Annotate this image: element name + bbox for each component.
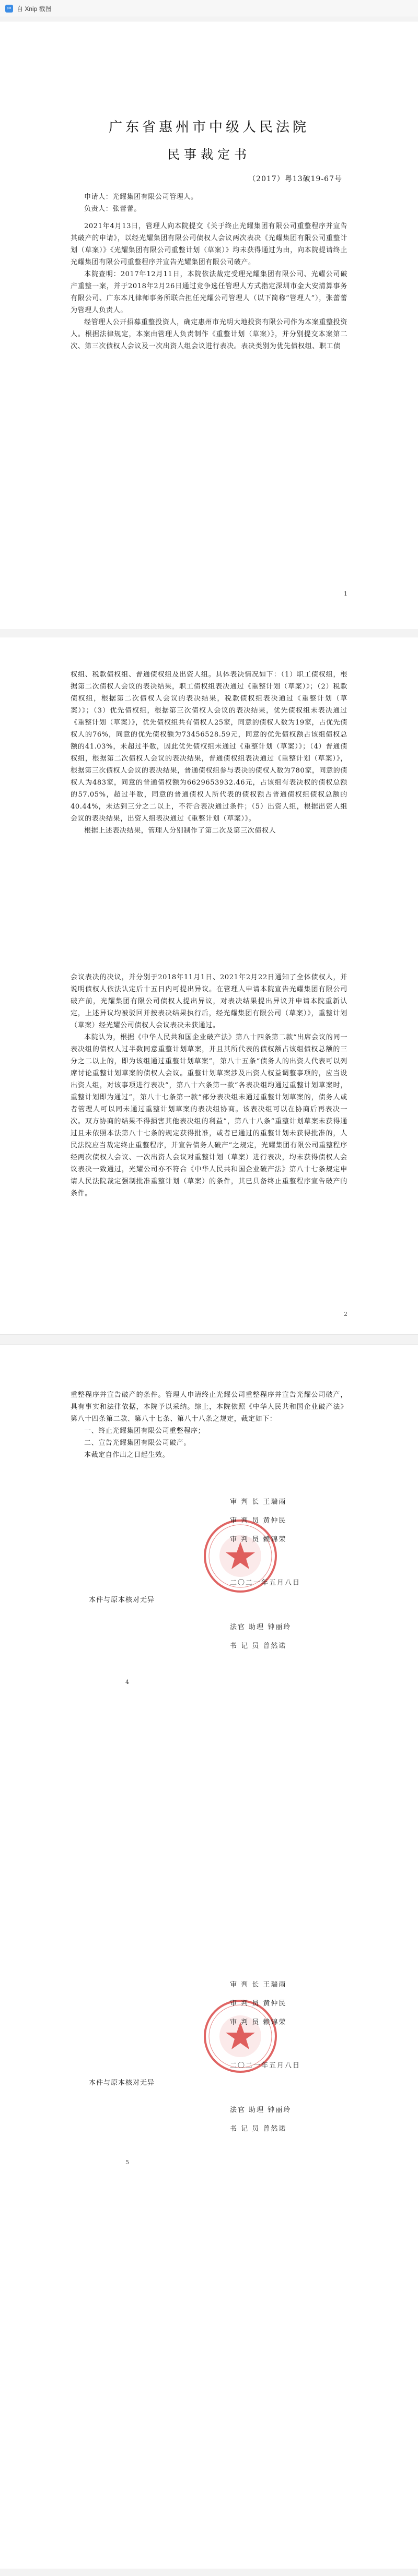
court-name: 广东省惠州市中级人民法院 bbox=[108, 120, 309, 135]
clerk-line: 法官 助理 钟丽玲 bbox=[230, 1623, 292, 1631]
ruling-body bbox=[71, 1389, 347, 1461]
page-number: 2 bbox=[344, 1311, 347, 1317]
judge-line: 审 判 员 黄仲民 bbox=[230, 1517, 287, 1525]
paragraph: 2021年4月13日，管理人向本院提交《关于终止光耀集团有限公司重整程序并宣告其破产的申请》，以经光耀集团有限公司债权人会议两次表决《光耀集团有限公司重整计划（草案）》《光耀集团有限公司重整计划（草案）》均未获得通过为由，向本院提请终止光耀集团有限公司重整程序并宣告光耀集团有限公司破产。 bbox=[71, 222, 347, 266]
ruling-effective: 本裁定自作出之日起生效。 bbox=[84, 1451, 170, 1459]
judge-line: 审 判 员 赖锦荣 bbox=[230, 1536, 287, 1544]
page-number: 5 bbox=[125, 2159, 129, 2166]
document-page-3 bbox=[0, 1344, 418, 2569]
ruling-item-2: 二、宣告光耀集团有限公司破产。 bbox=[84, 1439, 191, 1447]
ruling-date: 二〇二一年五月八日 bbox=[230, 1579, 301, 1587]
clerk-line: 书 记 员 曾然诺 bbox=[230, 1642, 287, 1650]
paragraph: 权组、税款债权组、普通债权组及出资人组。具体表决情况如下：（1）职工债权组，根据第二次债权人会议的表决结果，职工债权组表决通过《重整计划（草案）》；（2）税款债权组，根据第二次债权人会议的表决结果，税款债权组表决通过《重整计划（草案）》；（3）优先债权组，根据第三次债权人会议的表决结果，优先债权组未表决通过《重整计划（草案）》，优先债权组共有债权人25家，同意的债权人数为19家，占优先债权人的76%，同意的优先债权额为73456528.59元，同意的优先债权额占该组债权总额的41.03%，未超过半数，因此优先债权组未通过《重整计划（草案）》；（4）普通债权组，根据第二次债权人会议的表决结果，普通债权组表决通过《重整计划（草案）》，根据第三次债权人会议的表决结果，普通债权组参与表决的债权人数为780家，同意的债权人为483家，同意的普通债权额为6629653932.46元，占该组有表决权的债权总额的57.05%，超过半数，同意的普通债权人所代表的债权额占普通债权组债权总额的40.44%，未达到三分之二以上，不符合表决通过条件；（5）出资人组，根据出资人组会议的表决结果，出资人组表决通过《重整计划（草案）》。 bbox=[71, 671, 347, 823]
paragraph: 经管理人公开招募重整投资人，确定惠州市光明大地投资有限公司作为本案重整投资人。根据法律规定，本案由管理人负责制作《重整计划（草案）》，并分别提交本案第二次、第三次债权人会议及一次出资人组会议进行表决。表决类别为优先债权组、职工债 bbox=[71, 318, 347, 350]
party-representative: 负责人：张蕾蕾。 bbox=[84, 205, 141, 213]
xnip-app-icon: ✂ bbox=[5, 5, 13, 13]
page1-body bbox=[71, 191, 347, 352]
paragraph: 重整程序并宣告破产的条件。管理人申请终止光耀公司重整程序并宣告光耀公司破产，具有事实和法律依据，本院予以采纳。综上，本院依照《中华人民共和国企业破产法》第八十四条第二款、第八十七条、第八十八条之规定，裁定如下： bbox=[71, 1391, 347, 1423]
window-title: 自 Xnip 截图 bbox=[17, 5, 52, 13]
paragraph: 根据上述表决结果，管理人分别制作了第二次及第三次债权人 bbox=[84, 827, 276, 835]
paragraph: 本院查明：2017年12月11日，本院依法裁定受理光耀集团有限公司、光耀公司破产重整一案，并于2018年2月26日通过竞争选任管理人方式指定深圳市金大安清算事务有限公司、广东本凡律师事务所联合担任光耀公司管理人（以下简称“管理人”），张蕾蕾为管理人负责人。 bbox=[71, 270, 347, 314]
judge-line: 审 判 长 王瑞雨 bbox=[230, 1498, 287, 1506]
page-number: 1 bbox=[344, 590, 347, 597]
party-applicant: 申请人：光耀集团有限公司管理人。 bbox=[84, 193, 198, 201]
clerk-line: 法官 助理 钟丽玲 bbox=[230, 2106, 292, 2114]
page2-body-top bbox=[71, 669, 347, 837]
judge-line: 审 判 员 赖锦荣 bbox=[230, 2019, 287, 2026]
window-titlebar bbox=[0, 0, 418, 17]
paragraph: 会议表决的决议，并分别于2018年11月1日、2021年2月22日通知了全体债权人，并说明债权人依法认定后十五日内可提出异议。在管理人申请本院宣告光耀集团有限公司破产前，光耀集团有限公司债权人提出异议，对表决结果提出异议并申请本院重新认定，上述异议均被驳回并按表决结果执行后，经光耀集团有限公司（草案）》，重整计划（草案）经光耀公司债权人会议表决未获通过。 bbox=[71, 974, 347, 1029]
document-page-1 bbox=[0, 21, 418, 630]
paragraph: 本院认为，根据《中华人民共和国企业破产法》第八十四条第二款“出席会议的同一表决组的债权人过半数同意重整计划草案，并且其所代表的债权额占该组债权总额的三分之二以上的，即为该组通过重整计划草案”，第八十五条“债务人的出资人代表可以列席讨论重整计划草案的债权人会议。重整计划草案涉及出资人权益调整事项的，应当设出资人组，对该事项进行表决”，第八十六条第一款“各表决组均通过重整计划草案时，重整计划即为通过”，第八十七条第一款“部分表决组未通过重整计划草案的，债务人或者管理人可以同未通过重整计划草案的表决组协商。该表决组可以在协商后再表决一次。双方协商的结果不得损害其他表决组的利益”，第八十八条“重整计划草案未获得通过且未依照本法第八十七条的规定获得批准，或者已通过的重整计划未获得批准的，人民法院应当裁定终止重整程序，并宣告债务人破产”之规定，光耀集团有限公司重整程序经两次债权人会议、一次出资人会议对重整计划（草案）进行表决，均未获得债权人会议表决一致通过，光耀公司亦不符合《中华人民共和国企业破产法》第八十七条规定申请人民法院裁定强制批准重整计划（草案）的条件，其已具备终止重整程序宣告破产的条件。 bbox=[71, 1034, 347, 1197]
clerk-line: 书 记 员 曾然诺 bbox=[230, 2125, 287, 2133]
ruling-item-1: 一、终止光耀集团有限公司重整程序； bbox=[84, 1427, 205, 1435]
copy-verified-note: 本件与原本核对无异 bbox=[89, 2079, 155, 2087]
judge-line: 审 判 长 王瑞雨 bbox=[230, 1981, 287, 1989]
page-number: 4 bbox=[125, 1679, 129, 1685]
page2-body-bottom bbox=[71, 971, 347, 1200]
judge-line: 审 判 员 黄仲民 bbox=[230, 2000, 287, 2008]
copy-verified-note: 本件与原本核对无异 bbox=[89, 1596, 155, 1604]
document-type: 民事裁定书 bbox=[167, 147, 251, 162]
ruling-date: 二〇二一年五月八日 bbox=[230, 2062, 301, 2070]
document-page-2 bbox=[0, 637, 418, 1335]
case-number: （2017）粤13破19-67号 bbox=[248, 175, 342, 183]
